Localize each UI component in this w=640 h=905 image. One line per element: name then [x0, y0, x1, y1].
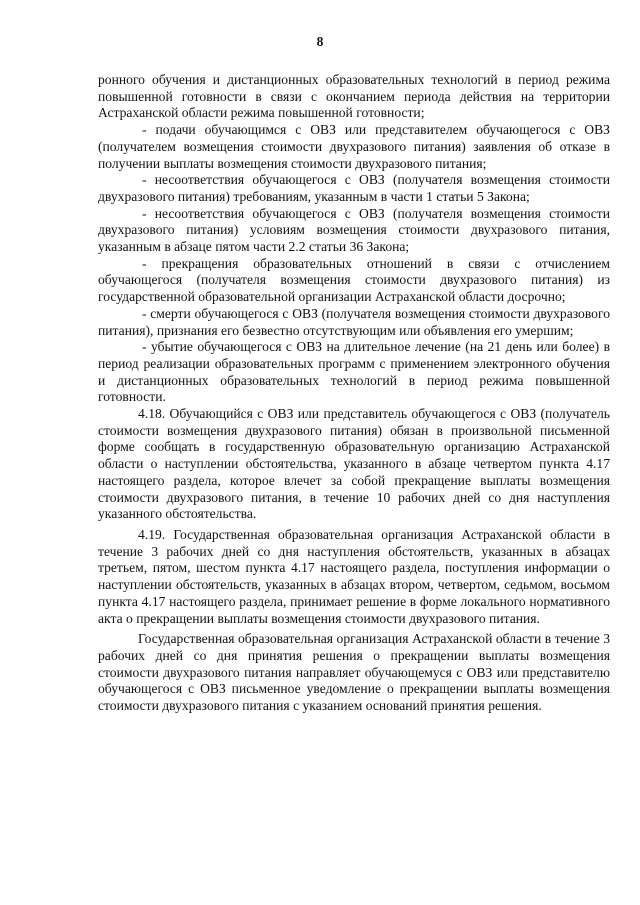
- page-number: 8: [316, 34, 324, 49]
- list-item-treatment: - убытие обучающегося с ОВЗ на длительное лечение (на 21 день или более) в период реализации образовательных программ с применением электронного обучения и дистанционных образовательных технологий в период режима повышенной готовности.: [98, 339, 610, 405]
- list-item-conditions: - несоответствия обучающегося с ОВЗ (получателя возмещения стоимости двухразового питания) условиям возмещения стоимости двухразового питания, указанным в абзаце пятом части 2.2 статьи 36 Закона;: [98, 205, 610, 255]
- paragraph-4-18: 4.18. Обучающийся с ОВЗ или представитель обучающегося с ОВЗ (получатель стоимости возмещения двухразового питания) обязан в произвольной письменной форме сообщать в государственную образовательную организацию Астраханской области о наступлении обстоятельства, указанного в абзаце четвертом пункта 4.17 настоящего раздела, которое влечет за собой прекращение выплаты возмещения стоимости двухразового питания, в течение 10 рабочих дней со дня наступления указанного обстоятельства.: [98, 406, 610, 522]
- list-item-death: - смерти обучающегося с ОВЗ (получателя возмещения стоимости двухразового питания), признания его безвестно отсутствующим или объявления его умершим;: [98, 305, 610, 338]
- paragraph-continuation: ронного обучения и дистанционных образовательных технологий в период режима повышенной готовности в связи с окончанием периода действия на территории Астраханской области режима повышенной готовности;: [98, 72, 610, 121]
- paragraph-4-19: 4.19. Государственная образовательная организация Астраханской области в течение 3 рабочих дней со дня наступления обстоятельств, указанных в абзацах третьем, пятом, шестом пункта 4.17 настоящего раздела, поступления информации о наступлении обстоятельств, указанных в абзацах втором, четвертом, седьмом, восьмом пункта 4.17 настоящего раздела, принимает решение в форме локального нормативного акта о прекращении выплаты возмещения стоимости двухразового питания.: [98, 526, 610, 626]
- list-item-requirements: - несоответствия обучающегося с ОВЗ (получателя возмещения стоимости двухразового питания) требованиям, указанным в части 1 статьи 5 Закона;: [98, 172, 610, 204]
- list-item-expulsion: - прекращения образовательных отношений в связи с отчислением обучающегося (получателя возмещения стоимости двухразового питания) из государственной образовательной организации Астраханской области досрочно;: [98, 255, 610, 305]
- paragraph-notification: Государственная образовательная организация Астраханской области в течение 3 рабочих дней со дня принятия решения о прекращении выплаты возмещения стоимости двухразового питания направляет обучающемуся с ОВЗ или представителю обучающегося с ОВЗ письменное уведомление о прекращении выплаты возмещения стоимости двухразового питания с указанием оснований принятия решения.: [98, 631, 610, 714]
- list-item-refusal: - подачи обучающимся с ОВЗ или представителем обучающегося с ОВЗ (получателем возмещения стоимости двухразового питания) заявления об отказе в получении выплаты возмещения стоимости двухразового питания;: [98, 122, 610, 171]
- document-body: [98, 72, 610, 715]
